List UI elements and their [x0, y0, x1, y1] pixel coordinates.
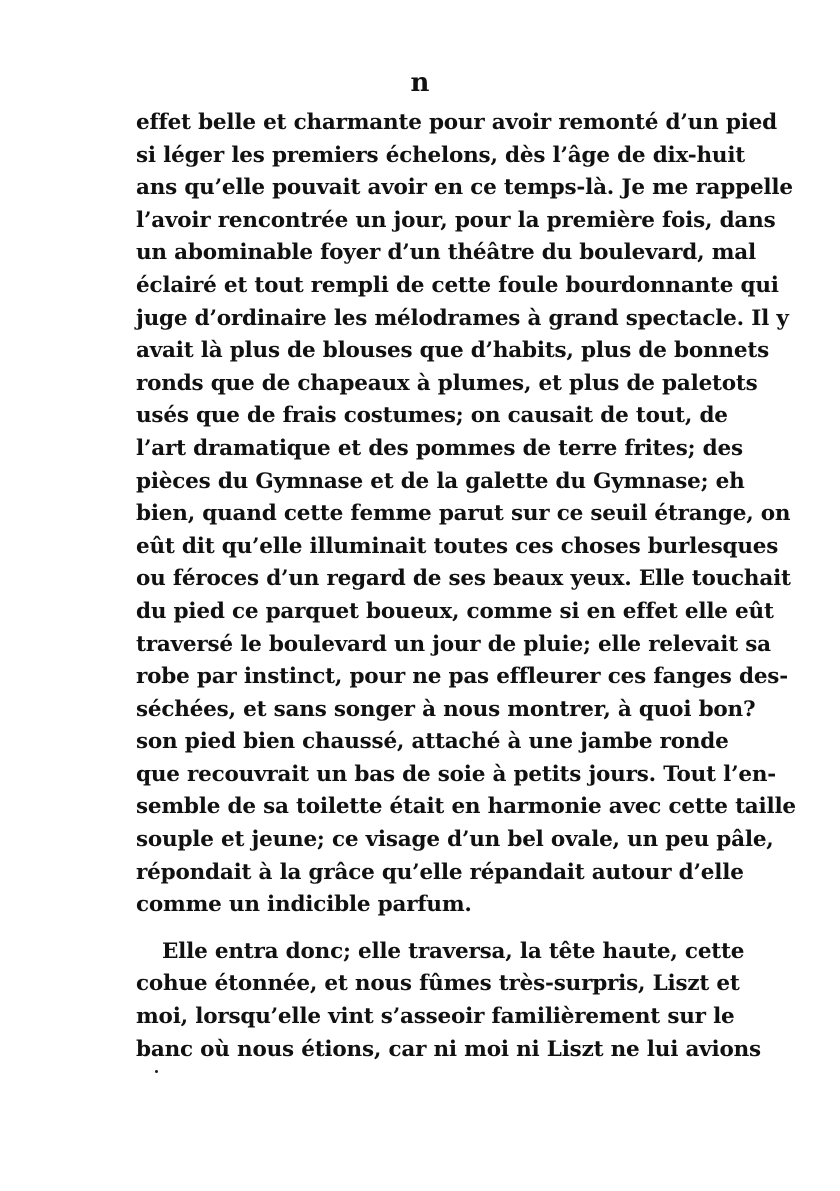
page-number: n — [410, 68, 430, 98]
text-line: du pied ce parquet boueux, comme si en effet elle eût — [136, 598, 774, 624]
text-line: ans qu’elle pouvait avoir en ce temps-là. Je me rappelle — [136, 175, 793, 201]
text-line: répondait à la grâce qu’elle répandait autour d’elle — [136, 859, 744, 885]
text-line: semble de sa toilette était en harmonie avec cette taille — [136, 794, 796, 820]
body-text — [136, 107, 796, 1066]
text-line: cohue étonnée, et nous fûmes très-surpris, Liszt et — [136, 971, 740, 997]
text-line: son pied bien chaussé, attaché à une jambe ronde — [136, 729, 729, 755]
text-line: séchées, et sans songer à nous montrer, à quoi bon? — [136, 696, 756, 722]
text-line: bien, quand cette femme parut sur ce seuil étrange, on — [136, 501, 791, 527]
text-line: moi, lorsqu’elle vint s’asseoir familièrement sur le — [136, 1004, 735, 1030]
ink-speck — [155, 1070, 158, 1073]
text-line: comme un indicible parfum. — [136, 892, 472, 918]
text-line: juge d’ordinaire les mélodrames à grand spectacle. Il y — [136, 305, 789, 331]
text-line: éclairé et tout rempli de cette foule bourdonnante qui — [136, 272, 779, 298]
text-line: souple et jeune; ce visage d’un bel ovale, un peu pâle, — [136, 827, 774, 853]
text-line: banc où nous étions, car ni moi ni Liszt ne lui avions — [136, 1036, 761, 1062]
text-line: ronds que de chapeaux à plumes, et plus de paletots — [136, 370, 758, 396]
text-line: l’art dramatique et des pommes de terre frites; des — [136, 435, 743, 461]
paragraph-1 — [136, 107, 796, 922]
text-line: ou féroces d’un regard de ses beaux yeux. Elle touchait — [136, 566, 791, 592]
text-line: Elle entra donc; elle traversa, la tête haute, cette — [162, 938, 745, 964]
text-line: que recouvrait un bas de soie à petits jours. Tout l’en- — [136, 761, 777, 787]
text-line: avait là plus de blouses que d’habits, plus de bonnets — [136, 338, 769, 364]
paragraph-2 — [136, 936, 761, 1066]
text-line: pièces du Gymnase et de la galette du Gymnase; eh — [136, 468, 745, 494]
text-line: usés que de frais costumes; on causait de tout, de — [136, 403, 728, 429]
text-line: traversé le boulevard un jour de pluie; elle relevait sa — [136, 631, 771, 657]
text-line: eût dit qu’elle illuminait toutes ces choses burlesques — [136, 533, 779, 559]
text-line: si léger les premiers échelons, dès l’âge de dix-huit — [136, 142, 746, 168]
text-line: robe par instinct, pour ne pas effleurer ces fanges des- — [136, 664, 788, 690]
paragraph-gap — [136, 922, 704, 936]
text-line: effet belle et charmante pour avoir remonté d’un pied — [136, 110, 777, 135]
text-line: l’avoir rencontrée un jour, pour la première fois, dans — [136, 207, 776, 233]
text-line: un abominable foyer d’un théâtre du boulevard, mal — [136, 240, 756, 266]
